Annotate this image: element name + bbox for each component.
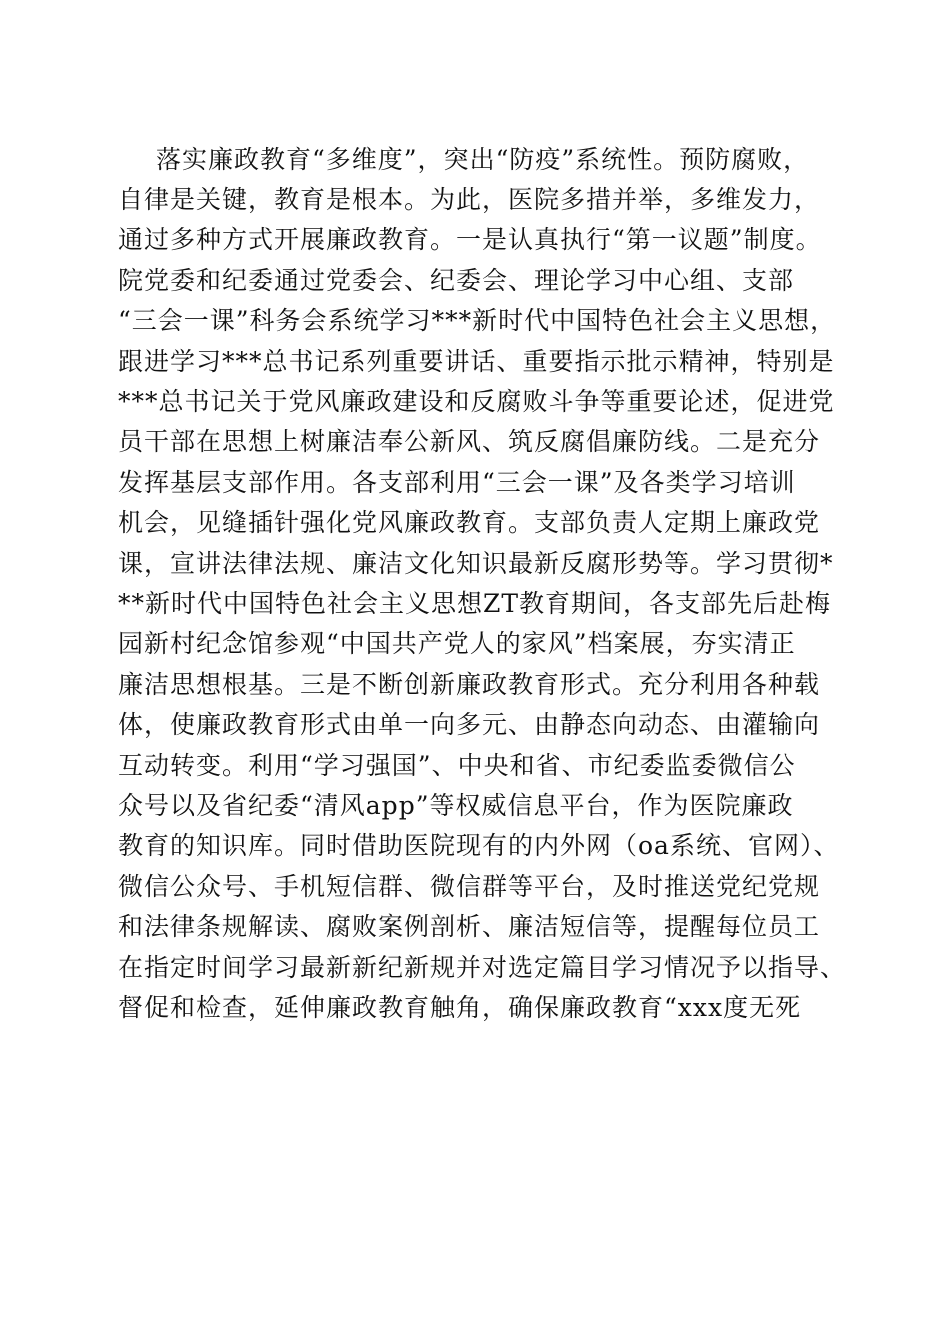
text-line: 督促和检查，延伸廉政教育触角，确保廉政教育“xxx度无死 — [118, 993, 802, 1022]
text-line: 体，使廉政教育形式由单一向多元、由静态向动态、由灌输向 — [118, 710, 821, 739]
text-line: 员干部在思想上树廉洁奉公新风、筑反腐倡廉防线。二是充分 — [118, 427, 821, 456]
text-line: 微信公众号、手机短信群、微信群等平台，及时推送党纪党规 — [118, 872, 821, 901]
text-line: 和法律条规解读、腐败案例剖析、廉洁短信等，提醒每位员工 — [118, 912, 821, 941]
text-line: 院党委和纪委通过党委会、纪委会、理论学习中心组、支部 — [118, 266, 795, 295]
text-line: 廉洁思想根基。三是不断创新廉政教育形式。充分利用各种载 — [118, 670, 821, 699]
text-line: 课，宣讲法律法规、廉洁文化知识最新反腐形势等。学习贯彻* — [118, 549, 834, 578]
text-line: 自律是关键，教育是根本。为此，医院多措并举，多维发力， — [118, 185, 821, 214]
text-line: 互动转变。利用“学习强国”、中央和省、市纪委监委微信公 — [118, 751, 796, 780]
text-line: **新时代中国特色社会主义思想ZT教育期间，各支部先后赴梅 — [118, 589, 832, 618]
text-line: 跟进学习***总书记系列重要讲话、重要指示批示精神，特别是 — [118, 347, 835, 376]
text-line: 发挥基层支部作用。各支部利用“三会一课”及各类学习培训 — [118, 468, 796, 497]
text-line: “三会一课”科务会系统学习***新时代中国特色社会主义思想， — [118, 306, 837, 335]
text-line: ***总书记关于党风廉政建设和反腐败斗争等重要论述，促进党 — [118, 387, 835, 416]
text-line: 教育的知识库。同时借助医院现有的内外网（oa系统、官网）、 — [118, 831, 840, 860]
text-line: 园新村纪念馆参观“中国共产党人的家风”档案展，夯实清正 — [118, 629, 796, 658]
text-line: 机会，见缝插针强化党风廉政教育。支部负责人定期上廉政党 — [118, 508, 821, 537]
text-line: 通过多种方式开展廉政教育。一是认真执行“第一议题”制度。 — [118, 225, 822, 254]
text-line: 在指定时间学习最新新纪新规并对选定篇目学习情况予以指导、 — [118, 953, 847, 982]
text-line: 众号以及省纪委“清风app”等权威信息平台，作为医院廉政 — [118, 791, 794, 820]
text-line: 落实廉政教育“多维度”，突出“防疫”系统性。预防腐败， — [156, 145, 810, 174]
